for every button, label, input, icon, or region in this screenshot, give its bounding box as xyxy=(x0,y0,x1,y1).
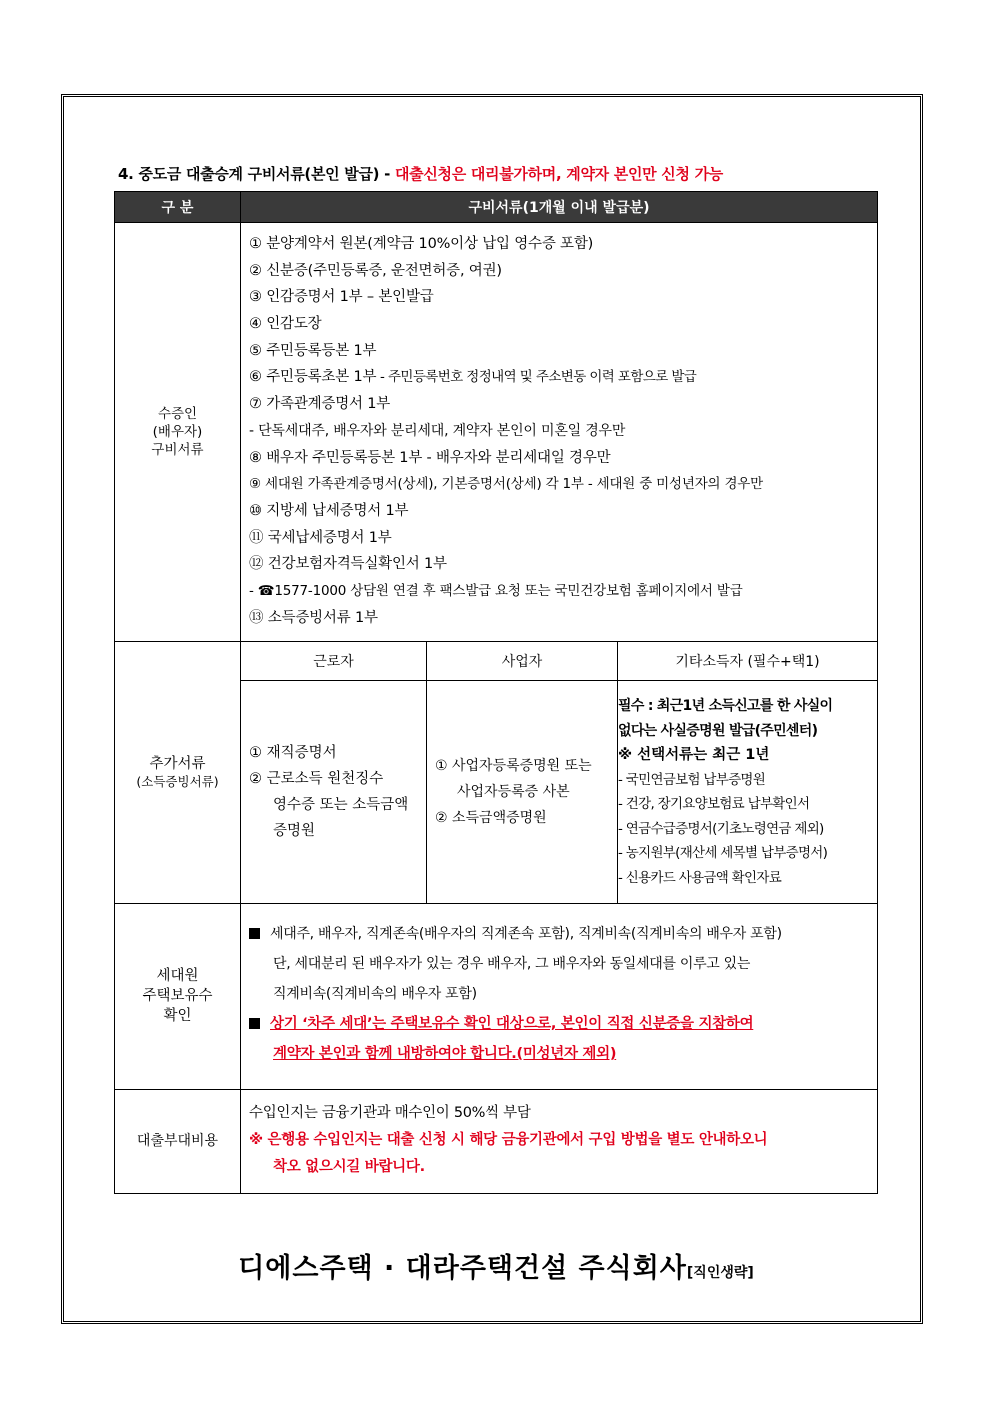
square-bullet-icon xyxy=(249,928,260,939)
list-item: 직계비속(직계비속의 배우자 포함) xyxy=(273,986,477,1003)
row-household-check xyxy=(115,903,878,1089)
list-item-text: ⑥ 주민등록초본 1부 xyxy=(249,369,377,386)
documents-table xyxy=(114,191,878,1194)
header-category: 구 분 xyxy=(115,192,241,223)
recipient-doc-list xyxy=(241,223,878,642)
income-subtable xyxy=(241,642,877,903)
label-line: (배우자) xyxy=(152,424,203,441)
list-item: ⑪ 국세납세증명서 1부 xyxy=(249,529,392,546)
heading-dash: - xyxy=(379,165,395,183)
list-item: - 연금수급증명서(기초노령연금 제외) xyxy=(618,820,824,837)
list-item: ② 신분증(주민등록증, 운전면허증, 여권) xyxy=(249,262,502,279)
label-line: 수증인 xyxy=(157,406,198,423)
table-header-row xyxy=(115,192,878,223)
list-item: 증명원 xyxy=(273,823,316,840)
list-item: 사업자등록증 사본 xyxy=(457,784,570,801)
worker-docs xyxy=(241,681,427,903)
label-additional xyxy=(115,642,241,904)
warning-text: 상기 ‘차주 세대’는 주택보유수 확인 대상으로, 본인이 직접 신분증을 지참하여 xyxy=(270,1016,754,1033)
header-business: 사업자 xyxy=(427,642,618,681)
list-item: ① 사업자등록증명원 또는 xyxy=(435,758,592,775)
label-line: 추가서류 xyxy=(149,755,206,772)
list-item: - 농지원부(재산세 세목별 납부증명서) xyxy=(618,845,828,862)
required-note: 없다는 사실증명원 발급(주민센터) xyxy=(618,722,818,739)
list-item-note: - 주민등록번호 정정내역 및 주소변동 이력 포함으로 발급 xyxy=(376,369,697,386)
list-item: ① 재직증명서 xyxy=(249,745,337,762)
company-name xyxy=(0,1246,992,1285)
list-item: ⑬ 소득증빙서류 1부 xyxy=(249,609,378,626)
list-item: - 건강, 장기요양보험료 납부확인서 xyxy=(618,796,810,813)
list-item: 단, 세대분리 된 배우자가 있는 경우 배우자, 그 배우자와 동일세대를 이루고 있는 xyxy=(273,956,751,973)
heading-notice: 대출신청은 대리불가하며, 계약자 본인만 신청 가능 xyxy=(394,165,723,183)
optional-note: ※ 선택서류는 최근 1년 xyxy=(618,747,770,764)
loan-costs-desc xyxy=(241,1089,878,1193)
row-income-docs xyxy=(115,642,878,904)
list-item: ② 근로소득 원천징수 xyxy=(249,771,384,788)
label-line: 주택보유수 xyxy=(142,988,213,1005)
list-item xyxy=(249,364,877,391)
list-item: ⑩ 지방세 납세증명서 1부 xyxy=(249,502,409,519)
company-title: 디에스주택 · 대라주택건설 주식회사 xyxy=(238,1253,687,1284)
list-item: - ☎1577-1000 상담원 연결 후 팩스발급 요청 또는 국민건강보험 홈페이지에서 발급 xyxy=(249,582,743,599)
warning-text: 계약자 본인과 함께 내방하여야 합니다.(미성년자 제외) xyxy=(273,1046,617,1063)
label-line: 확인 xyxy=(163,1008,192,1025)
heading-title: 4. 중도금 대출승계 구비서류(본인 발급) xyxy=(118,165,380,183)
list-item: ⑦ 가족관계증명서 1부 xyxy=(249,396,391,413)
list-item: - 단독세대주, 배우자와 분리세대, 계약자 본인이 미혼일 경우만 xyxy=(249,422,626,439)
list-item: ⑫ 건강보험자격득실확인서 1부 xyxy=(249,556,447,573)
income-doc-grid xyxy=(241,642,878,904)
label-household xyxy=(115,903,241,1089)
warning-item xyxy=(249,1039,871,1069)
label-loan-costs: 대출부대비용 xyxy=(115,1089,241,1193)
header-documents: 구비서류(1개월 이내 발급분) xyxy=(241,192,878,223)
cost-line: 수입인지는 금융기관과 매수인이 50%씩 부담 xyxy=(249,1104,531,1121)
list-item: ⑤ 주민등록등본 1부 xyxy=(249,342,377,359)
header-other-income: 기타소득자 (필수+택1) xyxy=(618,642,878,681)
household-desc xyxy=(241,903,878,1089)
label-line: 세대원 xyxy=(156,968,199,985)
section-heading xyxy=(118,163,723,184)
row-loan-costs xyxy=(115,1089,878,1193)
list-item: ⑨ 세대원 가족관계증명서(상세), 기본증명서(상세) 각 1부 - 세대원 중 미성년자의 경우만 xyxy=(249,476,763,493)
list-item: ② 소득금액증명원 xyxy=(435,810,547,827)
list-item: ⑧ 배우자 주민등록등본 1부 - 배우자와 분리세대일 경우만 xyxy=(249,449,611,466)
other-income-docs xyxy=(618,681,878,903)
list-item: - 신용카드 사용금액 확인자료 xyxy=(618,869,782,886)
list-item-text: 세대주, 배우자, 직계존속(배우자의 직계존속 포함), 직계비속(직계비속의 배우자 포함) xyxy=(270,926,782,943)
label-recipient xyxy=(115,223,241,642)
list-item: ③ 인감증명서 1부 – 본인발급 xyxy=(249,289,434,306)
square-bullet-icon xyxy=(249,1018,260,1029)
warning-item xyxy=(249,1009,871,1039)
label-line: (소득증빙서류) xyxy=(136,773,219,789)
list-item xyxy=(249,919,871,949)
cost-warning: ※ 은행용 수입인지는 대출 신청 시 해당 금융기관에서 구입 방법을 별도 안내하오니 xyxy=(249,1131,768,1148)
list-item: - 국민연금보험 납부증명원 xyxy=(618,771,766,788)
business-docs xyxy=(427,681,618,903)
seal-omitted-note: [직인생략] xyxy=(686,1265,754,1281)
cost-warning: 착오 없으시길 바랍니다. xyxy=(273,1158,425,1175)
header-worker: 근로자 xyxy=(241,642,427,681)
list-item: ④ 인감도장 xyxy=(249,316,322,333)
label-line: 구비서류 xyxy=(151,442,204,459)
row-recipient-docs xyxy=(115,223,878,642)
list-item: 영수증 또는 소득금액 xyxy=(273,797,409,814)
list-item: ① 분양계약서 원본(계약금 10%이상 납입 영수증 포함) xyxy=(249,236,594,252)
required-note: 필수 : 최근1년 소득신고를 한 사실이 xyxy=(618,698,833,715)
